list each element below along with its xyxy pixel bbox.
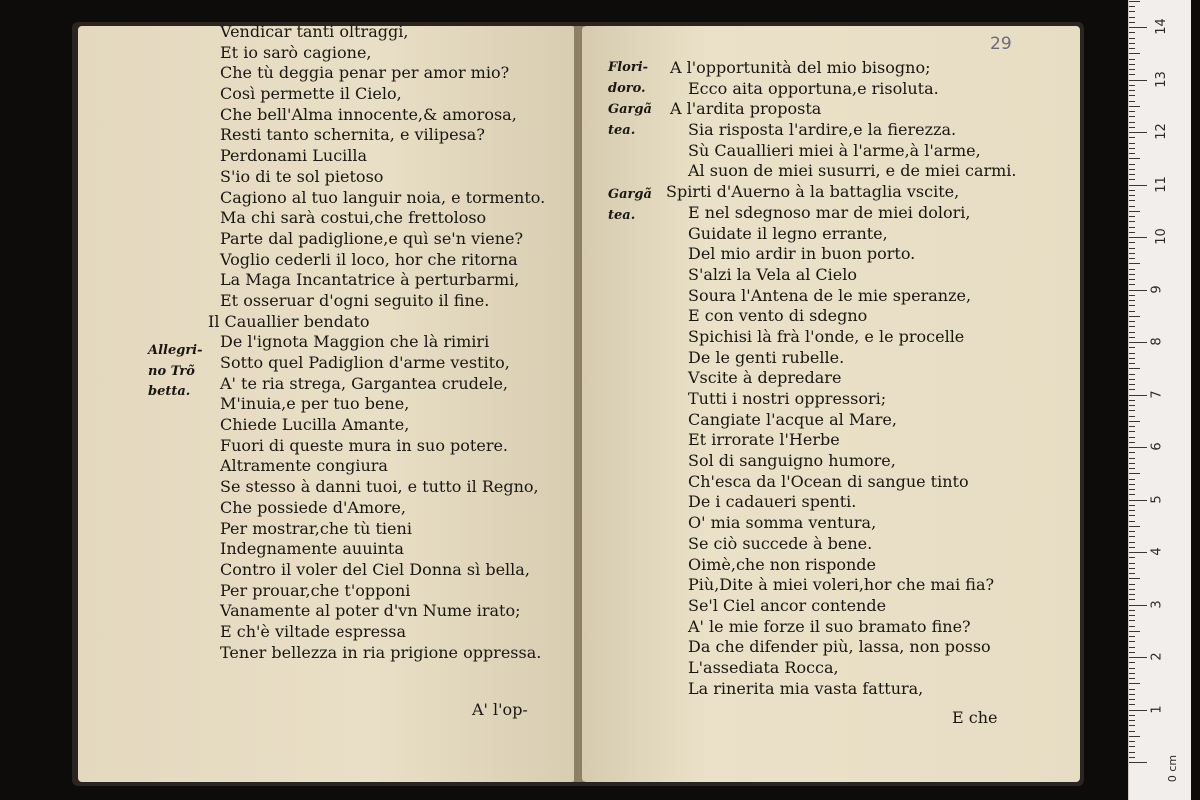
ruler-tick [1129, 22, 1135, 23]
ruler-tick [1129, 1, 1140, 2]
ruler-tick [1129, 610, 1135, 611]
text-line: La Maga Incantatrice à perturbarmi, [220, 270, 520, 290]
ruler-tick [1129, 578, 1140, 579]
ruler-tick [1129, 552, 1147, 553]
ruler-tick [1129, 731, 1135, 732]
ruler-tick [1129, 321, 1135, 322]
ruler-tick [1129, 27, 1147, 28]
ruler-tick [1129, 410, 1135, 411]
right-speaker-gargantea [608, 100, 652, 141]
ruler-tick [1129, 232, 1135, 233]
ruler-tick [1129, 405, 1135, 406]
ruler-tick [1129, 17, 1135, 18]
ruler-tick [1129, 11, 1135, 12]
text-line: Così permette il Cielo, [220, 84, 402, 104]
right-page-text [608, 58, 1017, 699]
ruler-number: 6 [1149, 442, 1165, 451]
text-line: Il Cauallier bendato [208, 311, 370, 331]
speaker-line: betta. [148, 384, 191, 400]
ruler-tick [1129, 358, 1135, 359]
ruler-tick [1129, 605, 1147, 606]
ruler-tick [1129, 710, 1147, 711]
ruler-number: 7 [1149, 389, 1165, 399]
ruler-tick [1129, 689, 1135, 690]
ruler-tick [1129, 48, 1135, 49]
ruler-tick [1129, 384, 1135, 385]
ruler-tick [1129, 683, 1140, 684]
text-line: Che possiede d'Amore, [220, 497, 406, 517]
ruler-tick [1129, 153, 1135, 154]
ruler-tick [1129, 43, 1135, 44]
ruler-tick [1129, 557, 1135, 558]
ruler-tick [1129, 704, 1135, 705]
text-line: Da che difender più, lassa, non posso [688, 637, 991, 657]
ruler-tick [1129, 38, 1135, 39]
ruler-tick [1129, 111, 1135, 112]
ruler-tick [1129, 337, 1135, 338]
ruler-tick [1129, 80, 1147, 81]
ruler-tick [1129, 227, 1135, 228]
text-line: Guidate il legno errante, [688, 223, 888, 243]
ruler-tick [1129, 489, 1135, 490]
ruler-tick [1129, 563, 1135, 564]
text-line: E con vento di sdegno [688, 306, 868, 326]
text-line: Spichisi là frà l'onde, e le procelle [688, 326, 965, 346]
text-line: Cangiate l'acque al Mare, [688, 409, 897, 429]
ruler-tick [1129, 568, 1135, 569]
ruler-tick [1129, 101, 1135, 102]
ruler-tick [1129, 368, 1140, 369]
speaker-line: tea. [608, 207, 636, 223]
text-line: Indegnamente auuinta [220, 539, 404, 559]
text-line: Vscite à depredare [688, 368, 842, 388]
ruler-tick [1129, 741, 1135, 742]
ruler-tick [1129, 452, 1135, 453]
ruler-tick [1129, 137, 1135, 138]
ruler-tick [1129, 122, 1135, 123]
ruler-tick [1129, 678, 1135, 679]
text-line: Che tù deggia penar per amor mio? [220, 63, 510, 83]
text-line: Sotto quel Padiglion d'arme vestito, [220, 353, 510, 372]
ruler-tick [1129, 179, 1135, 180]
text-line: Perdonami Lucilla [220, 146, 368, 166]
ruler-tick [1129, 647, 1135, 648]
text-line: Vanamente al poter d'vn Nume irato; [220, 601, 521, 621]
ruler-tick [1129, 626, 1135, 627]
speaker-line: Allegri- [148, 343, 203, 358]
ruler-tick [1129, 263, 1140, 264]
speaker-line: doro. [608, 80, 646, 96]
ruler-unit-label: 0 cm [1166, 754, 1180, 783]
ruler-tick [1129, 269, 1135, 270]
ruler-tick [1129, 584, 1135, 585]
text-line: Se ciò succede à bene. [688, 533, 873, 553]
ruler-tick [1129, 599, 1135, 600]
ruler-tick [1129, 379, 1135, 380]
text-line: De l'ignota Maggion che là rimiri [220, 332, 490, 352]
ruler-tick [1129, 752, 1135, 753]
ruler-tick [1129, 311, 1135, 312]
ruler-tick [1129, 521, 1135, 522]
text-line: Contro il voler del Ciel Donna sì bella, [220, 559, 530, 579]
ruler-tick [1129, 53, 1140, 54]
ruler-tick [1129, 237, 1147, 238]
ruler-number: 10 [1153, 228, 1169, 245]
text-line: Chiede Lucilla Amante, [220, 415, 410, 435]
text-line: A l'ardita proposta [670, 99, 822, 119]
ruler-tick [1129, 400, 1135, 401]
ruler-tick [1129, 64, 1135, 65]
ruler-number: 4 [1149, 547, 1165, 556]
text-line: Et irrorate l'Herbe [688, 430, 840, 450]
ruler-tick [1129, 90, 1135, 91]
ruler-tick [1129, 158, 1140, 159]
ruler-tick [1129, 127, 1135, 128]
speaker-line: no Trõ [148, 363, 195, 379]
ruler-tick [1129, 363, 1135, 364]
ruler-tick [1129, 395, 1147, 396]
text-line: Soura l'Antena de le mie speranze, [688, 285, 972, 305]
text-line: Per prouar,che t'opponi [220, 580, 411, 600]
ruler-tick [1129, 95, 1135, 96]
ruler-tick [1129, 284, 1135, 285]
ruler-tick [1129, 116, 1135, 117]
ruler-tick [1129, 652, 1135, 653]
text-line: E nel sdegnoso mar de miei dolori, [688, 202, 971, 222]
text-line: Resti tanto schernita, e vilipesa? [220, 125, 485, 145]
ruler-tick [1129, 694, 1135, 695]
speaker-line: Gargã [608, 187, 652, 202]
right-speaker-gargantea-2 [608, 185, 652, 226]
left-page-text [148, 22, 545, 663]
text-line: La rinerita mia vasta fattura, [688, 678, 924, 698]
text-line: Sù Cauallieri miei à l'arme,à l'arme, [688, 140, 981, 160]
ruler-tick [1129, 620, 1135, 621]
text-line: Per mostrar,che tù tieni [220, 518, 412, 538]
text-line: Che bell'Alma innocente,& amorosa, [220, 104, 517, 124]
ruler-tick [1129, 132, 1147, 133]
ruler-tick [1129, 169, 1135, 170]
ruler-number: 8 [1149, 337, 1165, 346]
text-line: M'inuia,e per tuo bene, [220, 394, 410, 414]
ruler-tick [1129, 515, 1135, 516]
text-line: Più,Dite à miei voleri,hor che mai fia? [688, 575, 995, 595]
ruler-tick [1129, 253, 1135, 254]
ruler-number: 13 [1153, 70, 1169, 88]
ruler-tick [1129, 174, 1135, 175]
ruler-tick [1129, 615, 1135, 616]
ruler-tick [1129, 279, 1135, 280]
ruler-tick [1129, 216, 1135, 217]
ruler-tick [1129, 211, 1140, 212]
text-line: L'assediata Rocca, [688, 657, 839, 677]
ruler-tick [1129, 185, 1147, 186]
text-line: Ma chi sarà costui,che frettoloso [220, 208, 487, 228]
ruler-tick [1129, 290, 1147, 291]
text-line: Oimè,che non risponde [688, 554, 876, 574]
ruler-tick [1129, 69, 1135, 70]
ruler-tick [1129, 720, 1135, 721]
measuring-ruler [1128, 0, 1191, 800]
ruler-tick [1129, 662, 1135, 663]
speaker-line: Flori- [608, 60, 649, 75]
ruler-tick [1129, 757, 1135, 758]
ruler-tick [1129, 300, 1135, 301]
text-line: De le genti rubelle. [688, 347, 845, 367]
text-line: A' le mie forze il suo bramato fine? [688, 616, 971, 636]
page-number: 29 [990, 34, 1012, 54]
ruler-tick [1129, 342, 1147, 343]
ruler-tick [1129, 500, 1147, 501]
ruler-tick [1129, 426, 1135, 427]
ruler-tick [1129, 242, 1135, 243]
text-line: O' mia somma ventura, [688, 513, 877, 533]
ruler-tick [1129, 510, 1135, 511]
text-line: Et io sarò cagione, [220, 42, 372, 62]
ruler-tick [1129, 326, 1135, 327]
text-line: Se'l Ciel ancor contende [688, 595, 887, 615]
text-line: A l'opportunità del mio bisogno; [670, 58, 931, 77]
ruler-tick [1129, 258, 1135, 259]
ruler-tick [1129, 195, 1135, 196]
ruler-tick [1129, 221, 1135, 222]
ruler-tick [1129, 673, 1135, 674]
ruler-tick [1129, 389, 1135, 390]
ruler-number: 5 [1149, 494, 1165, 504]
ruler-tick [1129, 295, 1135, 296]
ruler-tick [1129, 248, 1135, 249]
ruler-tick [1129, 589, 1135, 590]
text-line: Al suon de miei susurri, e de miei carmi. [688, 161, 1017, 181]
ruler-tick [1129, 190, 1135, 191]
text-line: S'alzi la Vela al Cielo [688, 264, 858, 284]
ruler-number: 2 [1149, 652, 1165, 661]
speaker-line: Gargã [608, 102, 652, 117]
ruler-tick [1129, 6, 1135, 7]
ruler-tick [1129, 573, 1135, 574]
text-line: De i cadaueri spenti. [688, 492, 857, 512]
ruler-tick [1129, 636, 1135, 637]
ruler-number: 14 [1153, 18, 1169, 35]
left-speaker-label [148, 341, 203, 403]
text-line: Se stesso à danni tuoi, e tutto il Regno, [220, 477, 539, 497]
ruler-tick [1129, 353, 1135, 354]
ruler-tick [1129, 316, 1140, 317]
ruler-number: 12 [1153, 123, 1169, 140]
right-speaker-floridoro [608, 58, 648, 99]
ruler-tick [1129, 668, 1135, 669]
text-line: Ecco aita opportuna,e risoluta. [688, 78, 939, 98]
ruler-number: 3 [1149, 599, 1165, 609]
ruler-tick [1129, 437, 1135, 438]
text-line: Sol di sanguigno humore, [688, 451, 896, 471]
ruler-tick [1129, 468, 1135, 469]
ruler-tick [1129, 531, 1135, 532]
ruler-tick [1129, 526, 1140, 527]
ruler-tick [1129, 479, 1135, 480]
text-line: Et osseruar d'ogni seguito il fine. [220, 290, 490, 310]
ruler-tick [1129, 431, 1135, 432]
ruler-tick [1129, 447, 1147, 448]
ruler-tick [1129, 148, 1135, 149]
ruler-tick [1129, 725, 1135, 726]
ruler-tick [1129, 547, 1135, 548]
speaker-line: tea. [608, 122, 636, 138]
ruler-tick [1129, 458, 1135, 459]
ruler-tick [1129, 762, 1147, 763]
text-line: Voglio cederli il loco, hor che ritorna [220, 249, 518, 269]
text-line: Parte dal padiglione,e quì se'n viene? [220, 228, 524, 248]
text-line: Vendicar tanti oltraggi, [220, 22, 409, 41]
ruler-tick [1129, 206, 1135, 207]
ruler-tick [1129, 494, 1135, 495]
text-line: Sia risposta l'ardire,e la fierezza. [688, 120, 957, 140]
text-line: A' te ria strega, Gargantea crudele, [220, 373, 508, 393]
ruler-tick [1129, 505, 1135, 506]
ruler-tick [1129, 442, 1135, 443]
text-line: Fuori di queste mura in suo potere. [220, 435, 509, 455]
text-line: Spirti d'Auerno à la battaglia vscite, [666, 182, 960, 202]
ruler-tick [1129, 332, 1135, 333]
ruler-tick [1129, 421, 1140, 422]
ruler-number: 9 [1149, 284, 1165, 294]
ruler-tick [1129, 715, 1135, 716]
ruler-number: 11 [1153, 175, 1169, 193]
ruler-tick [1129, 542, 1135, 543]
ruler-tick [1129, 32, 1135, 33]
text-line: Ch'esca da l'Ocean di sangue tinto [688, 471, 969, 491]
ruler-tick [1129, 416, 1135, 417]
ruler-tick [1129, 374, 1135, 375]
ruler-tick [1129, 631, 1140, 632]
right-catchword: E che [952, 708, 998, 727]
ruler-tick [1129, 736, 1140, 737]
ruler-tick [1129, 143, 1135, 144]
ruler-tick [1129, 59, 1135, 60]
ruler-tick [1129, 463, 1135, 464]
text-line: Cagiono al tuo languir noia, e tormento. [220, 187, 546, 207]
ruler-tick [1129, 74, 1135, 75]
ruler-tick [1129, 473, 1140, 474]
text-line: E ch'è viltade espressa [220, 621, 407, 641]
ruler-tick [1129, 657, 1147, 658]
text-line: Altramente congiura [220, 456, 388, 476]
ruler-tick [1129, 164, 1135, 165]
left-catchword: A' l'op- [472, 700, 528, 719]
ruler-tick [1129, 200, 1135, 201]
ruler-tick [1129, 347, 1135, 348]
text-line: Tutti i nostri oppressori; [688, 389, 887, 408]
ruler-number: 1 [1149, 704, 1165, 714]
ruler-tick [1129, 641, 1135, 642]
ruler-tick [1129, 85, 1135, 86]
ruler-tick [1129, 746, 1135, 747]
text-line: Tener bellezza in ria prigione oppressa. [220, 642, 542, 662]
ruler-tick [1129, 106, 1140, 107]
ruler-tick [1129, 594, 1135, 595]
ruler-tick [1129, 699, 1135, 700]
ruler-tick [1129, 274, 1135, 275]
text-line: S'io di te sol pietoso [220, 166, 384, 186]
ruler-tick [1129, 305, 1135, 306]
ruler-tick [1129, 484, 1135, 485]
text-line: Del mio ardir in buon porto. [688, 244, 916, 264]
ruler-tick [1129, 536, 1135, 537]
